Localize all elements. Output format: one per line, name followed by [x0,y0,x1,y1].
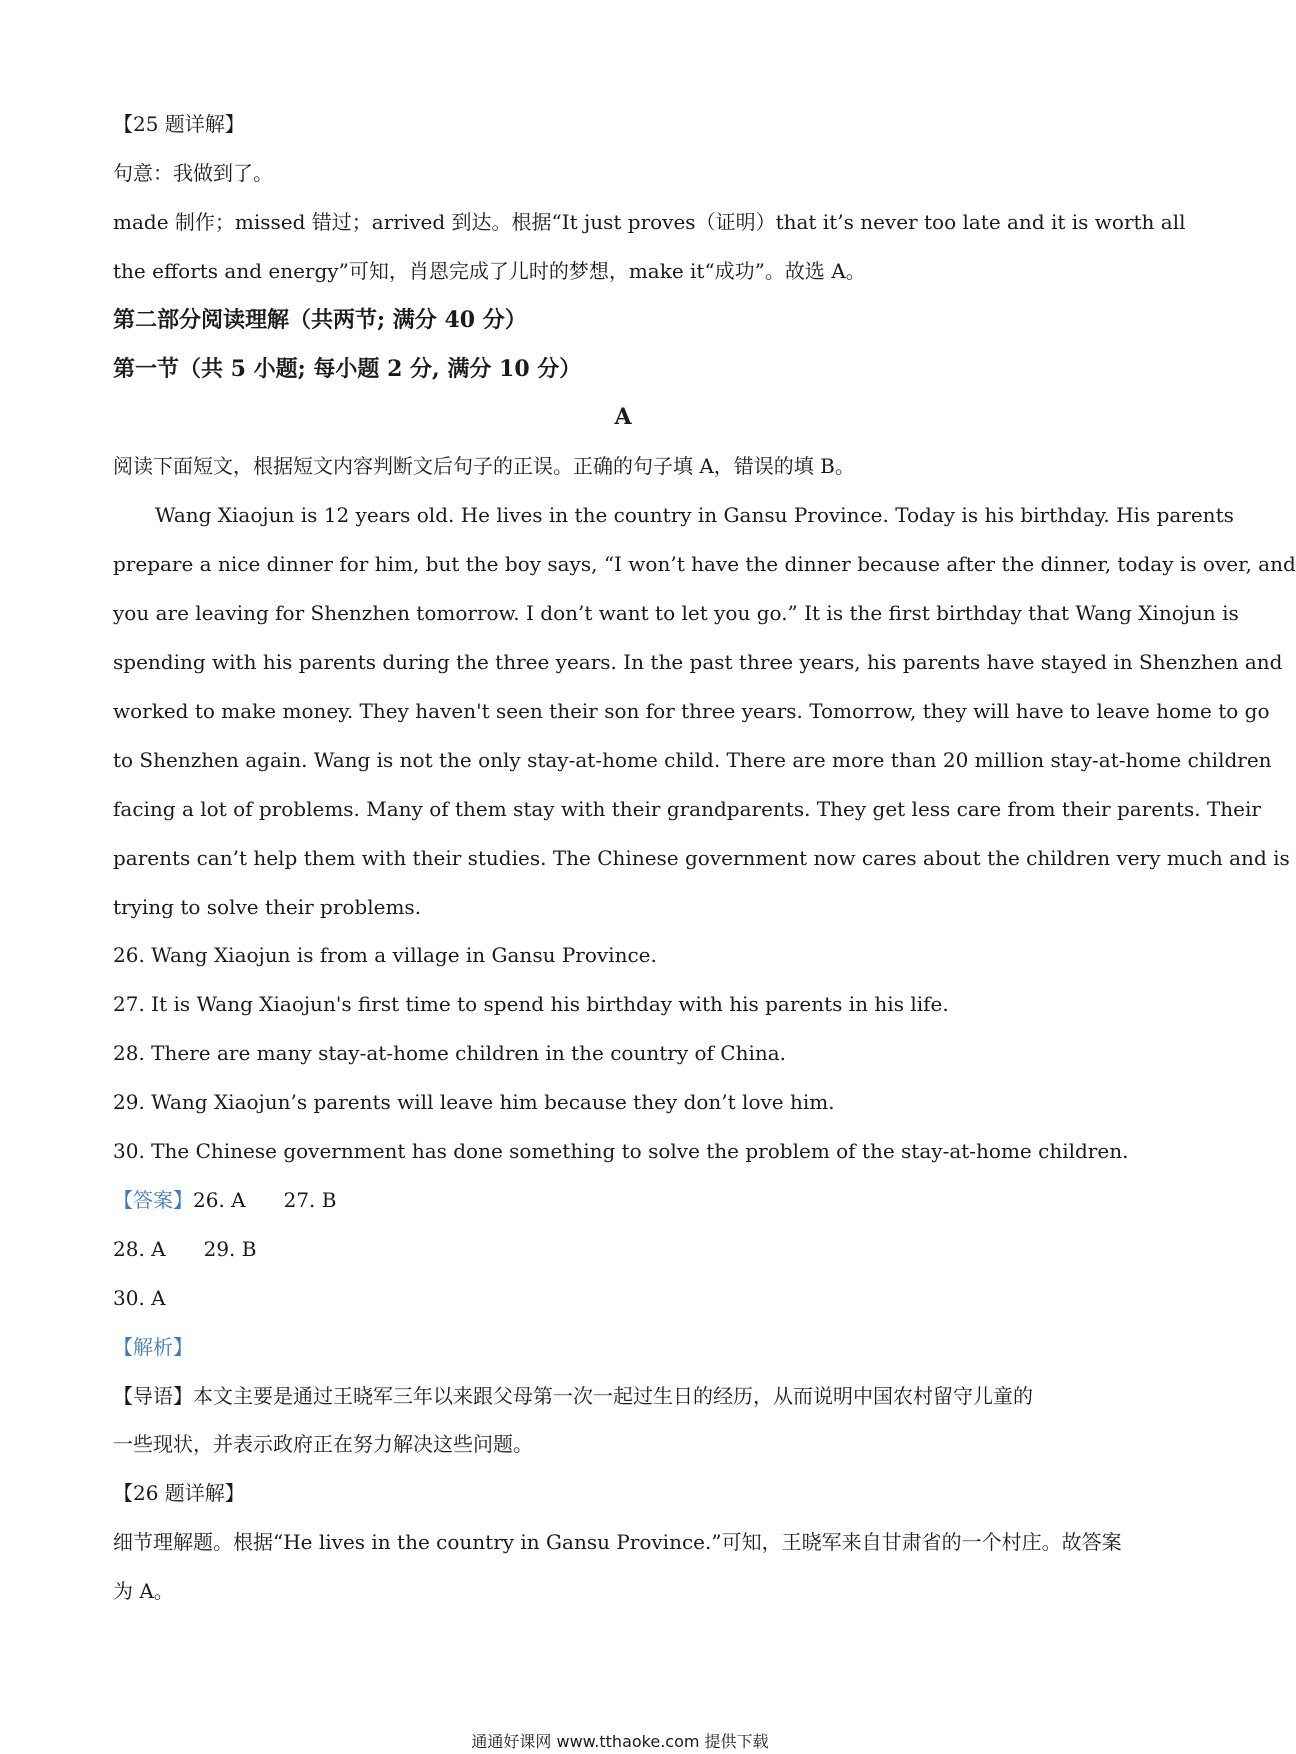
passage-line: parents can’t help them with their studies. The Chinese government now cares about the children very much and is [113,845,1290,870]
answers-row-2 [113,1225,1133,1274]
answers-row-1 [113,1176,1133,1225]
passage-line: prepare a nice dinner for him, but the boy says, “I won’t have the dinner because after the dinner, today is over, and [113,552,1296,577]
passage-line: spending with his parents during the three years. In the past three years, his parents have stayed in Shenzhen and [113,649,1283,674]
instruction: 阅读下面短文，根据短文内容判断文后句子的正误。正确的句子填 A，错误的填 B。 [113,454,855,479]
guide-line-2: 一些现状，并表示政府正在努力解决这些问题。 [113,1432,533,1457]
q26-explanation-line-2: 为 A。 [113,1579,174,1604]
q26-explanation-line-1: 细节理解题。根据“He lives in the country in Gansu Province.”可知，王晓军来自甘肃省的一个村庄。故答案 [113,1530,1122,1555]
answer-label: 【答案】 [113,1187,193,1212]
passage-line: worked to make money. They haven't seen their son for three years. Tomorrow, they will have to leave home to go [113,698,1270,723]
answer-28: 28. A [113,1236,166,1261]
answer-29: 29. B [203,1236,257,1261]
passage-line: you are leaving for Shenzhen tomorrow. I don’t want to let you go.” It is the first birthday that Wang Xinojun is [113,601,1239,626]
q25-meaning: 句意：我做到了。 [113,160,273,185]
answer-27: 27. B [283,1187,337,1212]
guide-line-1: 【导语】本文主要是通过王晓军三年以来跟父母第一次一起过生日的经历，从而说明中国农村留守儿童的 [113,1383,1033,1408]
q25-explanation-line-1: made 制作；missed 错过；arrived 到达。根据“It just proves（证明）that it’s never too late and it is worth all [113,209,1186,234]
answer-30: 30. A [113,1285,166,1310]
question-26: 26. Wang Xiaojun is from a village in Gansu Province. [113,943,657,968]
document-page [113,100,1296,1616]
passage-line: facing a lot of problems. Many of them stay with their grandparents. They get less care from their parents. Their [113,796,1261,821]
question-28: 28. There are many stay-at-home children in the country of China. [113,1041,787,1066]
passage-line: to Shenzhen again. Wang is not the only stay-at-home child. There are more than 20 million stay-at-home children [113,747,1272,772]
analysis-label: 【解析】 [113,1334,193,1359]
page-footer: 通通好课网 www.tthaoke.com 提供下载 [471,1732,769,1751]
passage-line: trying to solve their problems. [113,894,422,919]
question-30: 30. The Chinese government has done something to solve the problem of the stay-at-home children. [113,1139,1129,1164]
question-29: 29. Wang Xiaojun’s parents will leave him because they don’t love him. [113,1090,835,1115]
passage [113,491,1296,931]
q25-explanation-line-2: the efforts and energy”可知，肖恩完成了儿时的梦想，make it“成功”。故选 A。 [113,258,866,283]
part-title: 第二部分阅读理解（共两节; 满分 40 分） [113,306,527,333]
question-27: 27. It is Wang Xiaojun's first time to spend his birthday with his parents in his life. [113,992,949,1017]
passage-label: A [614,404,632,431]
q25-heading: 【25 题详解】 [113,112,245,136]
answers-row-3 [113,1274,1133,1323]
q26-heading: 【26 题详解】 [113,1481,245,1506]
section-title: 第一节（共 5 小题; 每小题 2 分, 满分 10 分） [113,355,582,382]
passage-line: Wang Xiaojun is 12 years old. He lives in the country in Gansu Province. Today is his birthday. His parents [155,503,1234,528]
answer-26: 26. A [193,1187,246,1212]
